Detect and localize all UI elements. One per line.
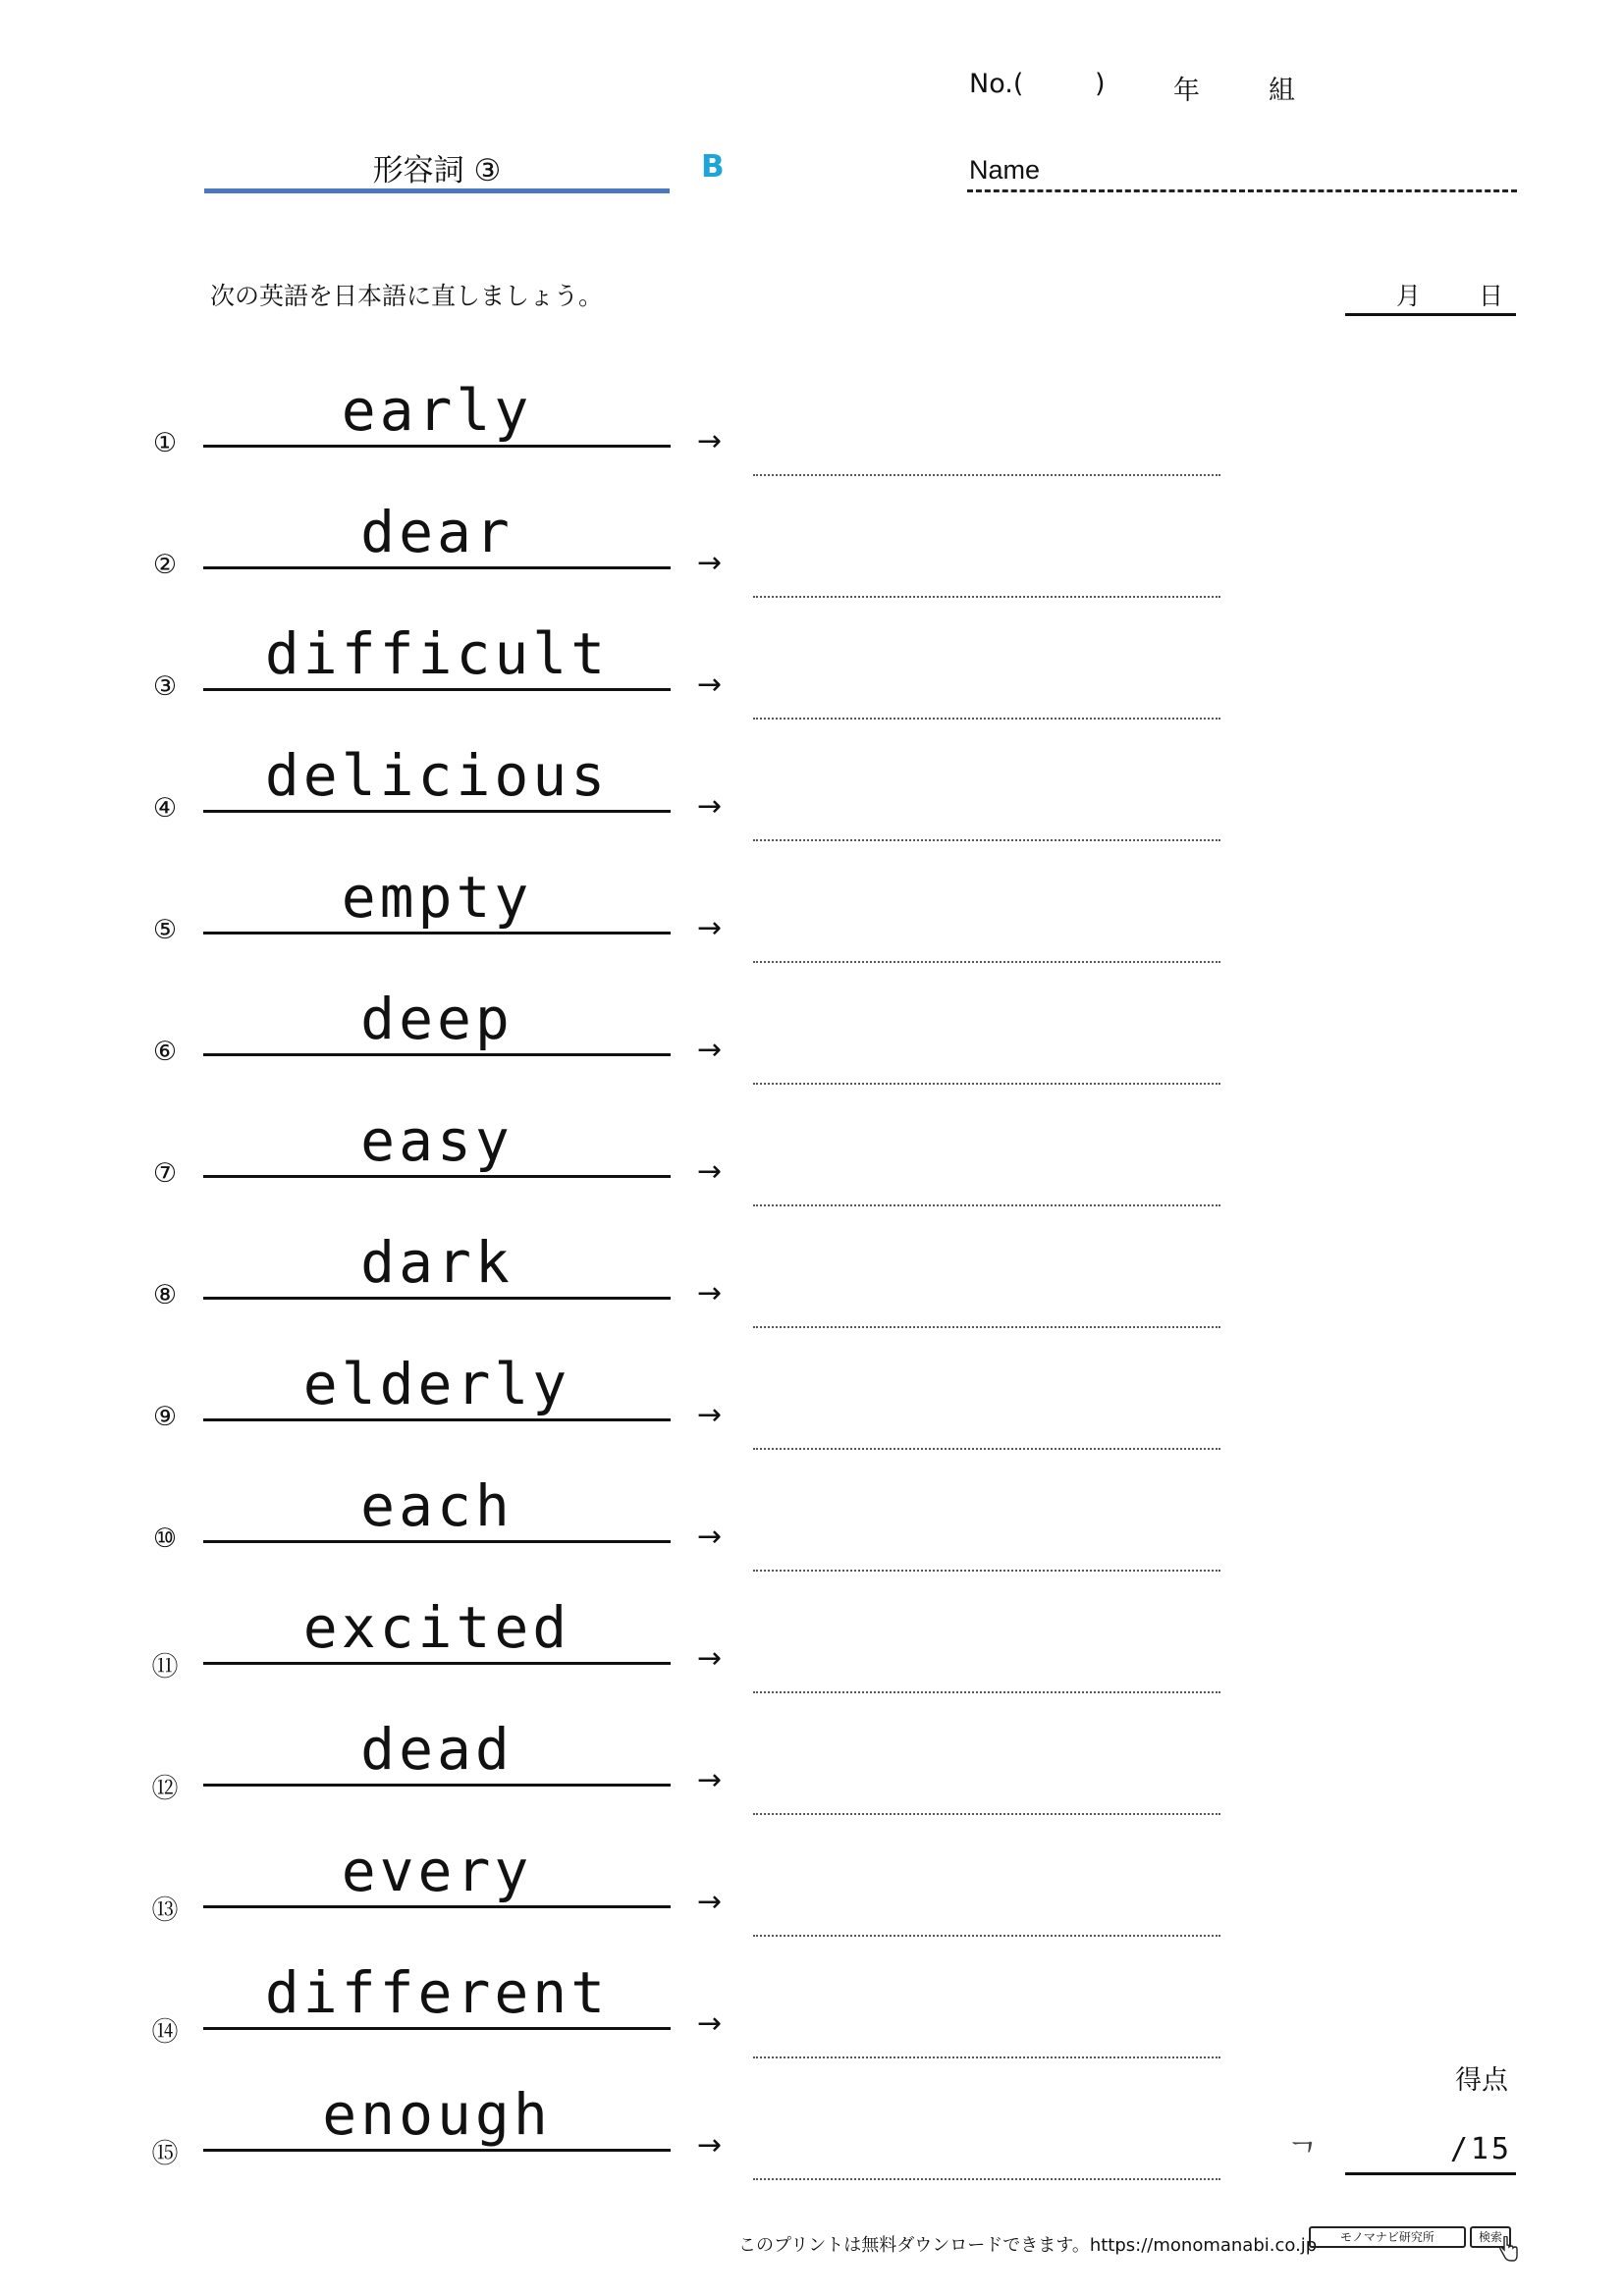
question-row [0, 742, 1624, 852]
date-field[interactable] [1345, 277, 1516, 316]
question-number: ⑭ [151, 2017, 179, 2048]
answer-field[interactable] [753, 2056, 1220, 2058]
number-label: No.( [969, 69, 1024, 99]
question-row [0, 1107, 1624, 1217]
answer-field[interactable] [753, 1326, 1220, 1328]
arrow-icon: → [697, 1885, 723, 1919]
answer-field[interactable] [753, 1935, 1220, 1937]
english-word: elderly [302, 1351, 571, 1417]
english-word: each [360, 1472, 514, 1539]
score-label: 得点 [1455, 2065, 1508, 2096]
answer-field[interactable] [753, 474, 1220, 476]
arrow-icon: → [697, 1276, 723, 1310]
english-word: different [264, 1959, 610, 2026]
question-number: ⑤ [152, 915, 178, 945]
search-button[interactable]: 検索 [1470, 2226, 1511, 2248]
answer-field[interactable] [753, 596, 1220, 598]
question-row [0, 620, 1624, 730]
question-row [0, 864, 1624, 974]
question-row [0, 377, 1624, 487]
answer-field[interactable] [753, 1570, 1220, 1572]
english-word-box [203, 620, 671, 691]
brand-search-box[interactable]: モノマナビ研究所 [1309, 2226, 1466, 2248]
question-row [0, 1351, 1624, 1461]
question-number: ⑮ [151, 2139, 179, 2169]
answer-field[interactable] [753, 2178, 1220, 2180]
english-word-box [203, 1229, 671, 1300]
question-number: ⑫ [151, 1774, 179, 1804]
answer-field[interactable] [753, 839, 1220, 841]
english-word-box [203, 1838, 671, 1908]
question-row [0, 1594, 1624, 1704]
english-word: easy [360, 1107, 514, 1174]
name-label: Name [969, 155, 1041, 185]
pointer-hand-icon [1497, 2236, 1519, 2262]
month-label: 月 [1396, 282, 1422, 310]
name-field[interactable] [967, 189, 1517, 192]
question-number: ⑥ [152, 1037, 178, 1067]
mascot-mark-icon: ᄀ [1286, 2138, 1319, 2177]
answer-field[interactable] [753, 1083, 1220, 1085]
arrow-icon: → [697, 1033, 723, 1067]
score-total: /15 [1449, 2132, 1512, 2166]
english-word-box [203, 1472, 671, 1543]
arrow-icon: → [697, 1520, 723, 1554]
english-word: dark [360, 1229, 514, 1296]
level-badge: B [701, 149, 725, 185]
english-word: dead [360, 1716, 514, 1783]
arrow-icon: → [697, 667, 723, 702]
answer-field[interactable] [753, 1204, 1220, 1206]
question-row [0, 1838, 1624, 1948]
english-word-box [203, 864, 671, 934]
arrow-icon: → [697, 2128, 723, 2163]
arrow-icon: → [697, 2006, 723, 2041]
english-word: empty [341, 864, 533, 931]
arrow-icon: → [697, 1398, 723, 1432]
answer-field[interactable] [753, 1448, 1220, 1450]
answer-field[interactable] [753, 961, 1220, 963]
english-word: excited [302, 1594, 571, 1661]
answer-field[interactable] [753, 718, 1220, 720]
english-word-box [203, 986, 671, 1056]
english-word-box [203, 1351, 671, 1421]
class-label: 組 [1269, 76, 1295, 106]
instruction-text: 次の英語を日本語に直しましょう。 [210, 282, 604, 310]
arrow-icon: → [697, 911, 723, 945]
english-word: every [341, 1838, 533, 1904]
arrow-icon: → [697, 546, 723, 580]
english-word-box [203, 1107, 671, 1178]
worksheet-title: 形容詞 ③ [372, 153, 502, 188]
english-word-box [203, 742, 671, 813]
question-number: ⑦ [152, 1158, 178, 1189]
english-word: enough [322, 2081, 552, 2148]
question-number: ⑧ [152, 1280, 178, 1310]
arrow-icon: → [697, 424, 723, 458]
footer-download-text: このプリントは無料ダウンロードできます。https://monomanabi.co.jp [738, 2235, 1318, 2256]
arrow-icon: → [697, 1763, 723, 1797]
question-row [0, 1716, 1624, 1826]
question-number: ⑩ [152, 1523, 178, 1554]
year-label: 年 [1173, 76, 1200, 106]
english-word: dear [360, 499, 514, 565]
score-field[interactable] [1345, 2126, 1516, 2175]
english-word: early [341, 377, 533, 444]
question-row [0, 1229, 1624, 1339]
arrow-icon: → [697, 1154, 723, 1189]
question-number: ⑬ [151, 1896, 179, 1926]
arrow-icon: → [697, 789, 723, 824]
question-row [0, 1959, 1624, 2069]
title-underline [204, 188, 670, 193]
question-number: ⑨ [152, 1402, 178, 1432]
question-number: ⑪ [151, 1652, 179, 1682]
english-word: difficult [264, 620, 610, 687]
english-word-box [203, 377, 671, 448]
question-number: ③ [152, 671, 178, 702]
question-row [0, 1472, 1624, 1582]
question-number: ① [152, 428, 178, 458]
question-row [0, 499, 1624, 609]
answer-field[interactable] [753, 1691, 1220, 1693]
answer-field[interactable] [753, 1813, 1220, 1815]
day-label: 日 [1479, 282, 1504, 310]
number-close: ) [1095, 69, 1106, 99]
question-number: ④ [152, 793, 178, 824]
english-word-box [203, 2081, 671, 2152]
english-word: delicious [264, 742, 610, 809]
english-word-box [203, 499, 671, 569]
english-word-box [203, 1716, 671, 1787]
english-word: deep [360, 986, 514, 1052]
arrow-icon: → [697, 1641, 723, 1676]
english-word-box [203, 1959, 671, 2030]
question-number: ② [152, 550, 178, 580]
question-row [0, 986, 1624, 1095]
english-word-box [203, 1594, 671, 1665]
